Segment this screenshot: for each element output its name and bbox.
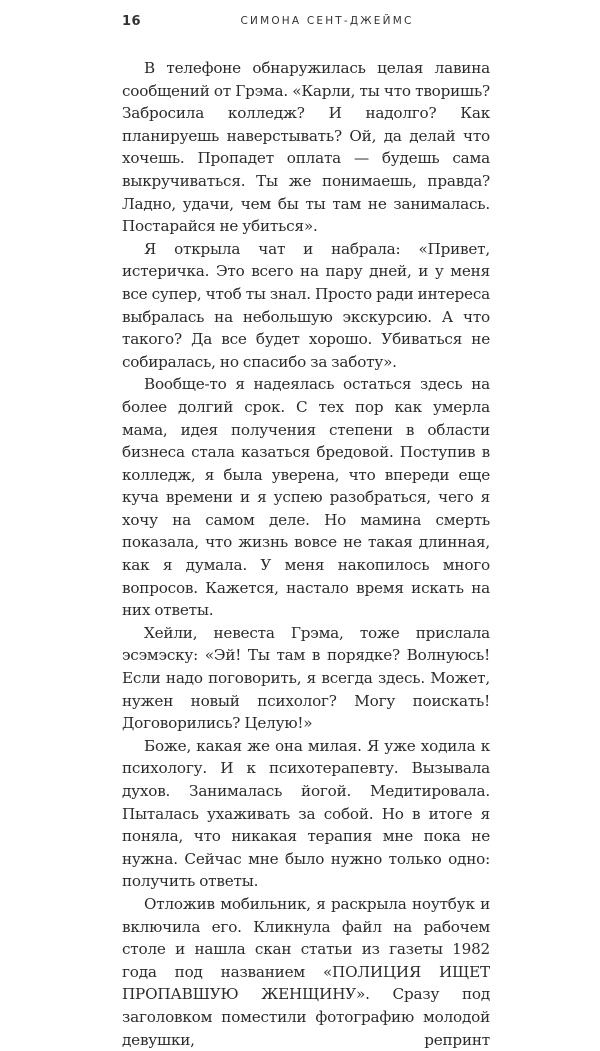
running-head-author: СИМОНА СЕНТ-ДЖЕЙМС: [240, 15, 414, 27]
page-number: 16: [122, 14, 142, 29]
paragraph: Вообще-то я надеялась остаться здесь на более долгий срок. С тех пор как умерла мама, идея получения степени в области бизнеса стала казаться бредовой. Поступив в колледж, я была уверена, что впереди еще куча времени и я успею разобраться, чего я хочу на самом деле. Но мамина смерть показала, что жизнь вовсе не такая длинная, как я думала. У меня накопилось много вопросов. Кажется, настало время искать на них ответы.: [122, 375, 490, 620]
paragraph: Отложив мобильник, я раскрыла ноутбук и включила его. Кликнула файл на рабочем столе и нашла скан статьи из газеты 1982 года под названием «ПОЛИЦИЯ ИЩЕТ ПРОПАВШУЮ ЖЕНЩИНУ». Сразу под заголовком поместили фотографию молодой девушки, репринт: [122, 894, 490, 1049]
paragraph: Хейли, невеста Грэма, тоже прислала эсэмэску: «Эй! Ты там в порядке? Волнуюсь! Если надо поговорить, я всегда здесь. Может, нужен новый психолог? Могу поискать! Договорились? Целую!»: [122, 623, 490, 733]
paragraph: Боже, какая же она милая. Я уже ходила к психологу. И к психотерапевту. Вызывала духов. Занималась йогой. Медитировала. Пыталась ухаживать за собой. Но в итоге я поняла, что никакая терапия мне пока не нужна. Сейчас мне было нужно только одно: получить ответы.: [122, 736, 490, 891]
paragraph: В телефоне обнаружилась целая лавина сообщений от Грэма. «Карли, ты что творишь? Забросила колледж? И надолго? Как планируешь наверстывать? Ой, да делай что хочешь. Пропадет оплата — будешь сама выкручиваться. Ты же понимаешь, правда? Ладно, удачи, чем бы ты там не занималась. Постарайся не убиться».: [122, 59, 490, 236]
paragraph: Я открыла чат и набрала: «Привет, истеричка. Это всего на пару дней, и у меня все супер, чтоб ты знал. Просто ради интереса выбралась на небольшую экскурсию. А что такого? Да все будет хорошо. Убиваться не собиралась, но спасибо за заботу».: [122, 239, 490, 371]
body-text: [122, 57, 490, 1051]
page-header: [122, 14, 492, 38]
